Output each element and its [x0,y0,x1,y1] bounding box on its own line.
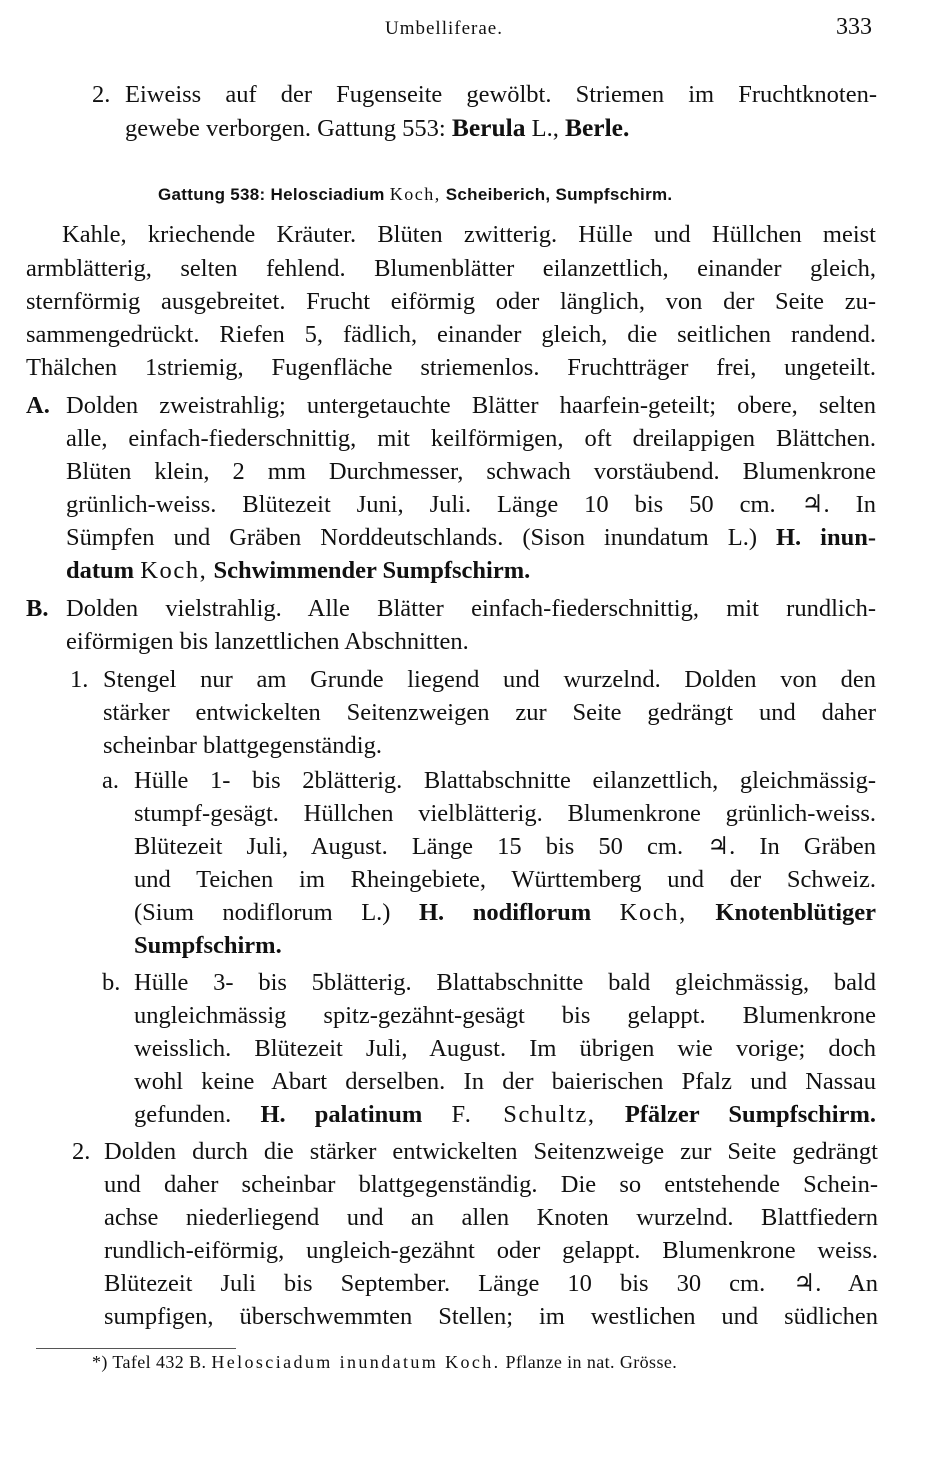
description-line: sammengedrückt. Riefen 5, fädlich, einander gleich, die seitlichen randend. [26,321,876,348]
genus-heading: Gattung 538: Helosciadium Koch, Scheiberich, Sumpfschirm. [158,184,673,204]
intro-line: gewebe verborgen. Gattung 553: Berula L., Berle. [125,113,630,142]
item-1-number: 1. [70,666,89,693]
page-header [0,14,930,44]
section-a-line: Dolden zweistrahlig; untergetauchte Blätter haarfein-geteilt; obere, selten [66,392,876,419]
intro-line: Eiweiss auf der Fugenseite gewölbt. Striemen im Fruchtknoten- [125,81,877,108]
section-a-line: grünlich-weiss. Blütezeit Juni, Juli. Länge 10 bis 50 cm. ♃. In [66,491,876,518]
description-line: sternförmig ausgebreitet. Frucht eiförmig oder länglich, von der Seite zu- [26,288,876,315]
running-head: Umbelliferae. [385,18,503,39]
item-a-label: a. [102,767,119,794]
item-2-line: rundlich-eiförmig, ungleich-gezähnt oder gelappt. Blumenkrone weiss. [104,1237,878,1264]
description-line: armblätterig, selten fehlend. Blumenblätter eilanzettlich, einander gleich, [26,255,876,282]
item-1-line: Stengel nur am Grunde liegend und wurzelnd. Dolden von den [103,666,876,693]
item-a-line: und Teichen im Rheingebiete, Württemberg und der Schweiz. [134,866,876,893]
item-b-line: wohl keine Abart derselben. In der baierischen Pfalz und Nassau [134,1068,876,1095]
item-2-line: und daher scheinbar blattgegenständig. Die so entstehende Schein- [104,1171,878,1198]
item-b-line: weisslich. Blütezeit Juli, August. Im übrigen wie vorige; doch [134,1035,876,1062]
description-line: Thälchen 1striemig, Fugenfläche striemenlos. Fruchtträger frei, ungeteilt. [26,354,876,381]
page-number: 333 [836,14,872,40]
item-2-line: achse niederliegend und an allen Knoten wurzelnd. Blattfiedern [104,1204,878,1231]
footnote-rule [36,1348,236,1349]
section-b-line: Dolden vielstrahlig. Alle Blätter einfach-fiederschnittig, mit rundlich- [66,595,876,622]
item-b-line: Hülle 3- bis 5blätterig. Blattabschnitte bald gleichmässig, bald [134,969,876,996]
item-a-line: stumpf-gesägt. Hüllchen vielblätterig. Blumenkrone grünlich-weiss. [134,800,876,827]
footnote: *) Tafel 432 B. Helosciadum inundatum Koch. Pflanze in nat. Grösse. [92,1352,678,1372]
item-2-line: Dolden durch die stärker entwickelten Seitenzweige zur Seite gedrängt [104,1138,878,1165]
item-2-line: Blütezeit Juli bis September. Länge 10 bis 30 cm. ♃. An [104,1270,878,1297]
item-2-line: sumpfigen, überschwemmten Stellen; im westlichen und südlichen [104,1303,878,1330]
item-b-label: b. [102,969,121,996]
item-a-line: Hülle 1- bis 2blätterig. Blattabschnitte eilanzettlich, gleichmässig- [134,767,876,794]
section-a-line: datum Koch, Schwimmender Sumpfschirm. [66,557,531,584]
item-1-line: scheinbar blattgegenständig. [103,732,382,759]
section-a-line: Sümpfen und Gräben Norddeutschlands. (Sison inundatum L.) H. inun- [66,524,877,551]
section-a-label: A. [26,392,50,419]
item-b-line: ungleichmässig spitz-gezähnt-gesägt bis gelappt. Blumenkrone [134,1002,876,1029]
item-a-line: (Sium nodiflorum L.) H. nodiflorum Koch, Knotenblütiger [134,899,877,926]
section-a-line: alle, einfach-fiederschnittig, mit keilförmigen, oft dreilappigen Blättchen. [66,425,876,452]
intro-number: 2. [92,81,111,108]
section-a-line: Blüten klein, 2 mm Durchmesser, schwach vorstäubend. Blumenkrone [66,458,876,485]
item-b-line: gefunden. H. palatinum F. Schultz, Pfälzer Sumpfschirm. [134,1101,877,1128]
section-b-label: B. [26,595,49,622]
item-1-line: stärker entwickelten Seitenzweigen zur Seite gedrängt und daher [103,699,876,726]
item-a-line: Sumpfschirm. [134,932,282,959]
section-b-line: eiförmigen bis lanzettlichen Abschnitten. [66,628,469,655]
description-line: Kahle, kriechende Kräuter. Blüten zwitterig. Hülle und Hüllchen meist [62,221,876,248]
item-2-number: 2. [72,1138,91,1165]
item-a-line: Blütezeit Juli, August. Länge 15 bis 50 cm. ♃. In Gräben [134,833,876,860]
